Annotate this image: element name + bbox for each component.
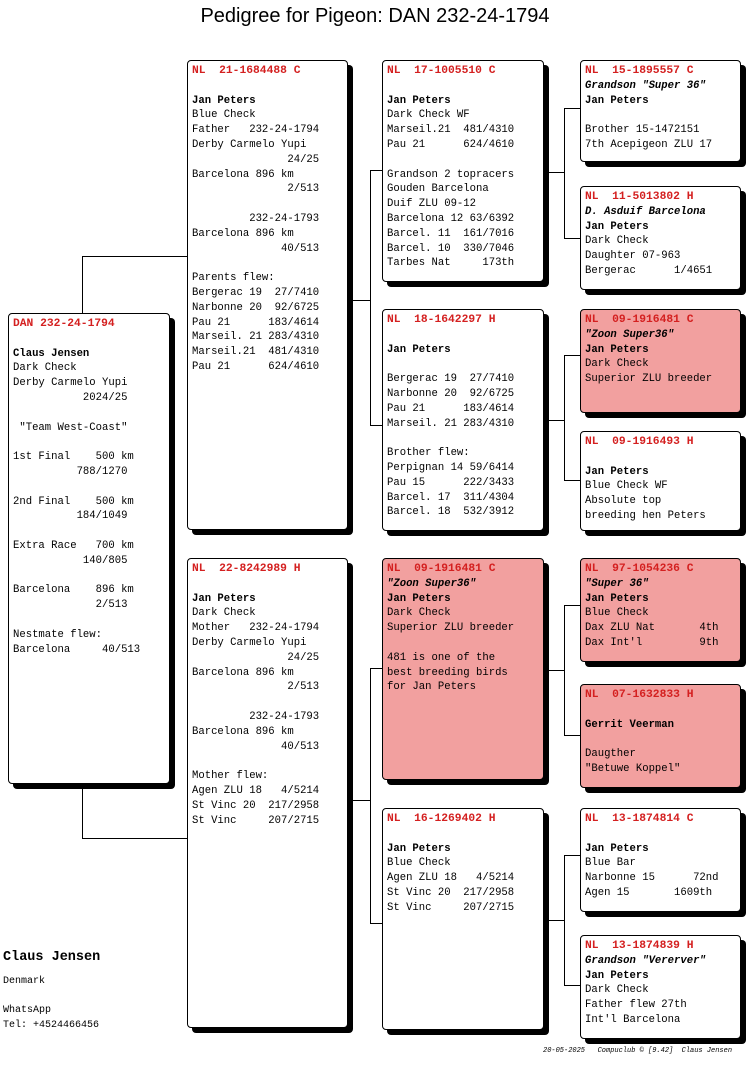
owner-info xyxy=(3,975,99,1033)
card-sire-sire xyxy=(382,60,544,282)
card-line: "Team West-Coast" xyxy=(13,421,128,434)
card-line: Blue Check xyxy=(585,607,649,620)
card-line: Jan Peters xyxy=(585,842,649,855)
card-line: Narbonne 15 72nd xyxy=(585,872,719,885)
card-line: Superior ZLU breeder xyxy=(585,373,713,386)
connector-line xyxy=(348,800,370,801)
card-line xyxy=(192,197,347,212)
card-line xyxy=(387,636,543,651)
card-line: Pau 21 183/4614 xyxy=(387,402,515,415)
card-ggp-1 xyxy=(580,60,741,162)
card-line: Int'l Barcelona xyxy=(585,1013,681,1026)
card-line: St Vinc 20 217/2958 xyxy=(387,886,515,899)
card-line: Dark Check xyxy=(192,607,256,620)
card-line: Bergerac 19 27/7410 xyxy=(192,286,320,299)
card-line xyxy=(387,827,543,842)
card-line: for Jan Peters xyxy=(387,681,477,694)
card-ggp-2 xyxy=(580,186,741,290)
card-line: Father 232-24-1794 xyxy=(192,124,320,137)
card-line: Barcelona 896 km xyxy=(192,168,294,181)
card-line: Derby Carmelo Yupi xyxy=(192,636,307,649)
card-dam-sire xyxy=(382,558,544,780)
connector-line xyxy=(544,670,564,671)
card-line xyxy=(585,827,740,842)
card-line: Dark Check xyxy=(13,362,77,375)
card-line: Superior ZLU breeder xyxy=(387,622,515,635)
card-line: Agen ZLU 18 4/5214 xyxy=(387,872,515,885)
card-line: Grandson 2 topracers xyxy=(387,168,515,181)
card-line: Derby Carmelo Yupi xyxy=(192,138,307,151)
card-line: 2/513 xyxy=(192,681,320,694)
ring-number: NL 13-1874814 C xyxy=(585,813,694,825)
ring-number: NL 09-1916481 C xyxy=(585,314,694,326)
ring-number: NL 18-1642297 H xyxy=(387,314,496,326)
card-line xyxy=(13,524,169,539)
card-line xyxy=(192,577,347,592)
card-line: Claus Jensen xyxy=(13,347,90,360)
card-line: Marseil. 21 283/4310 xyxy=(387,417,515,430)
owner-country: Denmark xyxy=(3,976,46,987)
card-line: St Vinc 20 217/2958 xyxy=(192,799,320,812)
card-line xyxy=(13,435,169,450)
card-line: Barcel. 17 311/4304 xyxy=(387,491,515,504)
card-line: Marseil.21 481/4310 xyxy=(192,346,320,359)
card-line: Barcelona 896 km xyxy=(192,227,294,240)
card-line: best breeding birds xyxy=(387,666,508,679)
card-line xyxy=(585,108,740,123)
card-line: Dax Int'l 9th xyxy=(585,636,719,649)
card-line: "Betuwe Koppel" xyxy=(585,762,681,775)
ring-number: NL 09-1916481 C xyxy=(387,563,496,575)
connector-line xyxy=(564,238,581,239)
card-line: 7th Acepigeon ZLU 17 xyxy=(585,138,713,151)
card-line: Jan Peters xyxy=(387,343,451,356)
connector-line xyxy=(564,480,581,481)
card-line: Parents flew: xyxy=(192,272,275,285)
card-line: Jan Peters xyxy=(387,94,451,107)
card-ggp-8 xyxy=(580,935,741,1039)
card-line xyxy=(585,450,740,465)
connector-line xyxy=(370,668,371,923)
card-line: Blue Check xyxy=(192,109,256,122)
card-line: Barcelona 896 km xyxy=(192,666,294,679)
connector-line xyxy=(564,855,581,856)
connector-line xyxy=(82,838,188,839)
card-line: Grandson "Vererver" xyxy=(585,954,706,967)
card-line: Pau 21 624/4610 xyxy=(192,360,320,373)
connector-line xyxy=(370,170,371,425)
card-line: St Vinc 207/2715 xyxy=(387,901,515,914)
footer-credit: 20-05-2025 Compuclub © [9.42] Claus Jensen xyxy=(543,1047,733,1055)
card-line: 184/1049 xyxy=(13,510,128,523)
connector-line xyxy=(564,735,581,736)
card-line: "Zoon Super36" xyxy=(387,577,477,590)
connector-line xyxy=(564,605,581,606)
card-line: Blue Bar xyxy=(585,857,636,870)
connector-line xyxy=(564,355,565,480)
card-line: 24/25 xyxy=(192,153,320,166)
card-line: Jan Peters xyxy=(192,592,256,605)
card-line: 40/513 xyxy=(192,740,320,753)
card-line: Brother flew: xyxy=(387,447,470,460)
card-sire xyxy=(187,60,348,530)
connector-line xyxy=(544,172,564,173)
card-line: Daugther xyxy=(585,748,636,761)
card-line: D. Asduif Barcelona xyxy=(585,205,706,218)
card-line: Barcel. 18 532/3912 xyxy=(387,506,515,519)
card-line xyxy=(192,754,347,769)
card-dam xyxy=(187,558,348,1028)
card-line xyxy=(387,153,543,168)
card-line: "Zoon Super36" xyxy=(585,328,675,341)
card-line: Barcelona 896 km xyxy=(192,725,294,738)
card-line: 140/805 xyxy=(13,554,128,567)
card-line xyxy=(387,328,543,343)
card-line: 24/25 xyxy=(192,651,320,664)
card-ggp-4 xyxy=(580,431,741,531)
card-line: Narbonne 20 92/6725 xyxy=(387,387,515,400)
card-line xyxy=(13,332,169,347)
card-line: 2/513 xyxy=(13,599,128,612)
card-ggp-5 xyxy=(580,558,741,662)
card-line: 40/513 xyxy=(192,242,320,255)
card-line: Pau 21 183/4614 xyxy=(192,316,320,329)
card-sire-dam xyxy=(382,309,544,531)
card-line: Jan Peters xyxy=(585,592,649,605)
card-line xyxy=(585,732,740,747)
connector-line xyxy=(544,420,564,421)
card-line: 232-24-1793 xyxy=(192,710,320,723)
card-line: Daughter 07-963 xyxy=(585,250,681,263)
card-line: Dark Check xyxy=(585,358,649,371)
card-line: breeding hen Peters xyxy=(585,509,706,522)
card-line: Dark Check xyxy=(585,235,649,248)
card-line: 232-24-1793 xyxy=(192,212,320,225)
card-line: Gerrit Veerman xyxy=(585,718,675,731)
card-line: 481 is one of the xyxy=(387,651,496,664)
card-line: Derby Carmelo Yupi xyxy=(13,377,128,390)
card-line xyxy=(387,431,543,446)
card-line: 2024/25 xyxy=(13,391,128,404)
connector-line xyxy=(564,855,565,985)
page-title: Pedigree for Pigeon: DAN 232-24-1794 xyxy=(200,5,550,27)
ring-number: NL 22-8242989 H xyxy=(192,563,301,575)
card-line xyxy=(13,613,169,628)
card-line: Jan Peters xyxy=(585,465,649,478)
ring-number: NL 97-1054236 C xyxy=(585,563,694,575)
card-line: Dark Check xyxy=(387,607,451,620)
card-line: Nestmate flew: xyxy=(13,628,103,641)
card-line: Dax ZLU Nat 4th xyxy=(585,622,719,635)
ring-number: NL 07-1632833 H xyxy=(585,689,694,701)
ring-number: NL 09-1916493 H xyxy=(585,436,694,448)
card-line: Dark Check xyxy=(585,984,649,997)
card-line xyxy=(585,703,740,718)
card-line: Bergerac 19 27/7410 xyxy=(387,373,515,386)
connector-line xyxy=(82,256,188,257)
card-line: Blue Check WF xyxy=(585,480,668,493)
card-line: Narbonne 20 92/6725 xyxy=(192,301,320,314)
card-line: Mother flew: xyxy=(192,770,269,783)
card-line: Duif ZLU 09-12 xyxy=(387,198,477,211)
card-line: Gouden Barcelona xyxy=(387,183,489,196)
card-line: Bergerac 1/4651 xyxy=(585,264,713,277)
connector-line xyxy=(564,108,565,238)
ring-number: NL 13-1874839 H xyxy=(585,940,694,952)
card-ggp-3 xyxy=(580,309,741,413)
connector-line xyxy=(82,256,83,313)
card-line: Jan Peters xyxy=(387,842,451,855)
connector-line xyxy=(564,108,581,109)
ring-number: NL 21-1684488 C xyxy=(192,65,301,77)
card-line: Jan Peters xyxy=(585,969,649,982)
connector-line xyxy=(564,605,565,735)
card-line xyxy=(192,256,347,271)
card-line: Blue Check xyxy=(387,857,451,870)
card-line: St Vinc 207/2715 xyxy=(192,814,320,827)
card-line: Marseil. 21 283/4310 xyxy=(192,331,320,344)
owner-phone: Tel: +4524466456 xyxy=(3,1019,100,1031)
card-line: Absolute top xyxy=(585,495,662,508)
card-ggp-7 xyxy=(580,808,741,912)
card-line: Jan Peters xyxy=(192,94,256,107)
card-line: 1st Final 500 km xyxy=(13,451,134,464)
card-line: Perpignan 14 59/6414 xyxy=(387,461,515,474)
card-line xyxy=(13,406,169,421)
card-subject xyxy=(8,313,170,784)
card-line: Pau 21 624/4610 xyxy=(387,138,515,151)
connector-line xyxy=(564,355,581,356)
card-line xyxy=(13,480,169,495)
card-line: Jan Peters xyxy=(585,220,649,233)
connector-line xyxy=(82,784,83,838)
card-line: 2/513 xyxy=(192,183,320,196)
card-line: Jan Peters xyxy=(585,343,649,356)
connector-line xyxy=(348,300,370,301)
owner-name: Claus Jensen xyxy=(3,950,101,965)
card-dam-dam xyxy=(382,808,544,1030)
ring-number: DAN 232-24-1794 xyxy=(13,318,115,330)
card-line: Agen 15 1609th xyxy=(585,886,713,899)
card-line: 2nd Final 500 km xyxy=(13,495,134,508)
card-line: Mother 232-24-1794 xyxy=(192,622,320,635)
ring-number: NL 11-5013802 H xyxy=(585,191,694,203)
card-line: Barcel. 11 161/7016 xyxy=(387,227,515,240)
card-line xyxy=(387,79,543,94)
card-line: Extra Race 700 km xyxy=(13,539,134,552)
card-line: Barcelona 12 63/6392 xyxy=(387,212,515,225)
card-line xyxy=(192,695,347,710)
card-line: 788/1270 xyxy=(13,465,128,478)
ring-number: NL 15-1895557 C xyxy=(585,65,694,77)
card-line: Barcelona 40/513 xyxy=(13,643,141,656)
card-line: Grandson "Super 36" xyxy=(585,79,706,92)
card-line: Father flew 27th xyxy=(585,999,687,1012)
card-line: Jan Peters xyxy=(585,94,649,107)
card-line xyxy=(387,357,543,372)
card-line: Barcel. 10 330/7046 xyxy=(387,242,515,255)
card-line: Jan Peters xyxy=(387,592,451,605)
card-line: Pau 15 222/3433 xyxy=(387,476,515,489)
ring-number: NL 16-1269402 H xyxy=(387,813,496,825)
card-line: Agen ZLU 18 4/5214 xyxy=(192,784,320,797)
card-line: Marseil.21 481/4310 xyxy=(387,124,515,137)
connector-line xyxy=(544,920,564,921)
owner-contact-label: WhatsApp xyxy=(3,1005,52,1016)
connector-line xyxy=(564,985,581,986)
card-line xyxy=(13,569,169,584)
card-line: "Super 36" xyxy=(585,577,649,590)
card-line: Barcelona 896 km xyxy=(13,584,134,597)
ring-number: NL 17-1005510 C xyxy=(387,65,496,77)
card-line: Tarbes Nat 173th xyxy=(387,257,515,270)
card-line: Dark Check WF xyxy=(387,109,470,122)
card-line xyxy=(192,79,347,94)
card-line: Brother 15-1472151 xyxy=(585,124,700,137)
card-ggp-6 xyxy=(580,684,741,788)
